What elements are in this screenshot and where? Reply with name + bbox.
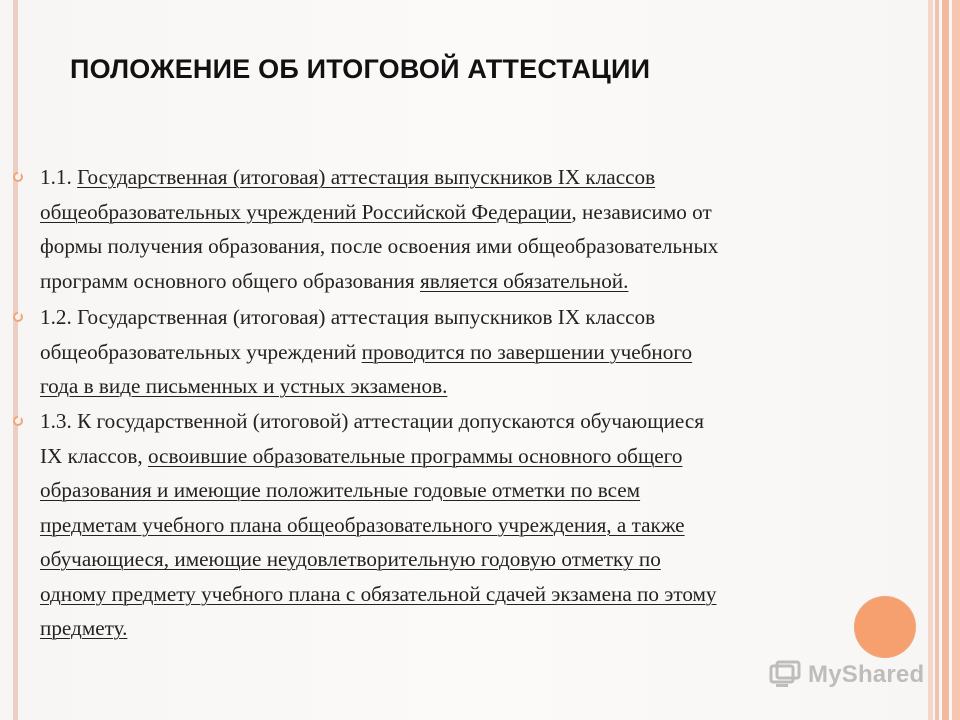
plain-text: 1.1. [40,165,78,189]
list-item-text [40,300,910,404]
plain-text: IX классов, [40,443,148,468]
underlined-text: года в виде письменных и устных экзаменов. [40,374,448,398]
watermark-text: MyShared [808,661,925,688]
bullet-ring-icon [13,312,23,322]
plain-text: формы получения образования, после освоения ими общеобразовательных [40,234,719,258]
orange-decorative-circle [854,596,916,658]
text-line [40,577,910,612]
text-line [40,508,910,543]
underlined-text: проводится по завершении учебного [361,339,693,364]
slide-title: ПОЛОЖЕНИЕ ОБ ИТОГОВОЙ АТТЕСТАЦИИ [70,54,651,84]
underlined-text: является обязательной. [419,268,629,293]
text-line [40,611,910,646]
text-line [40,195,910,230]
underlined-text: образования и имеющие положительные годовые отметки по всем [40,478,641,502]
text-line [40,439,910,474]
text-line [40,300,910,335]
list-item-text [40,404,910,646]
bullet-ring-icon [13,416,23,426]
plain-text: 1.3. К государственной (итоговой) аттестации допускаются обучающиеся [40,409,705,433]
list-item-text [40,160,910,298]
text-line [40,473,910,508]
underlined-text: общеобразовательных учреждений Российской Федерации [40,199,572,224]
underlined-text: обучающиеся, имеющие неудовлетворительную годовую отметку по [40,547,661,571]
plain-text: , независимо от [571,199,712,224]
bullet-ring-icon [13,172,23,182]
text-line [40,542,910,577]
text-line [40,264,910,299]
text-line [40,335,910,370]
plain-text: программ основного общего образования [40,268,420,293]
underlined-text: освоившие образовательные программы основного общего [147,443,683,468]
myshared-logo-icon [768,660,802,690]
text-line [40,229,910,264]
underlined-text: одному предмету учебного плана с обязательной сдачей экзамена по этому [40,581,717,606]
plain-text: 1.2. Государственная (итоговая) аттестация выпускников IX классов [40,305,656,329]
underlined-text: предметам учебного плана общеобразовательного учреждения, а также [40,512,685,537]
right-decorative-stripes [928,0,960,720]
text-line [40,369,910,404]
myshared-watermark [768,658,924,692]
text-line [40,160,910,195]
underlined-text: предмету. [40,616,128,640]
left-decorative-rule [13,0,18,720]
text-line [40,404,910,439]
underlined-text: Государственная (итоговая) аттестация выпускников IX классов [77,165,656,189]
plain-text: общеобразовательных учреждений [40,339,362,364]
